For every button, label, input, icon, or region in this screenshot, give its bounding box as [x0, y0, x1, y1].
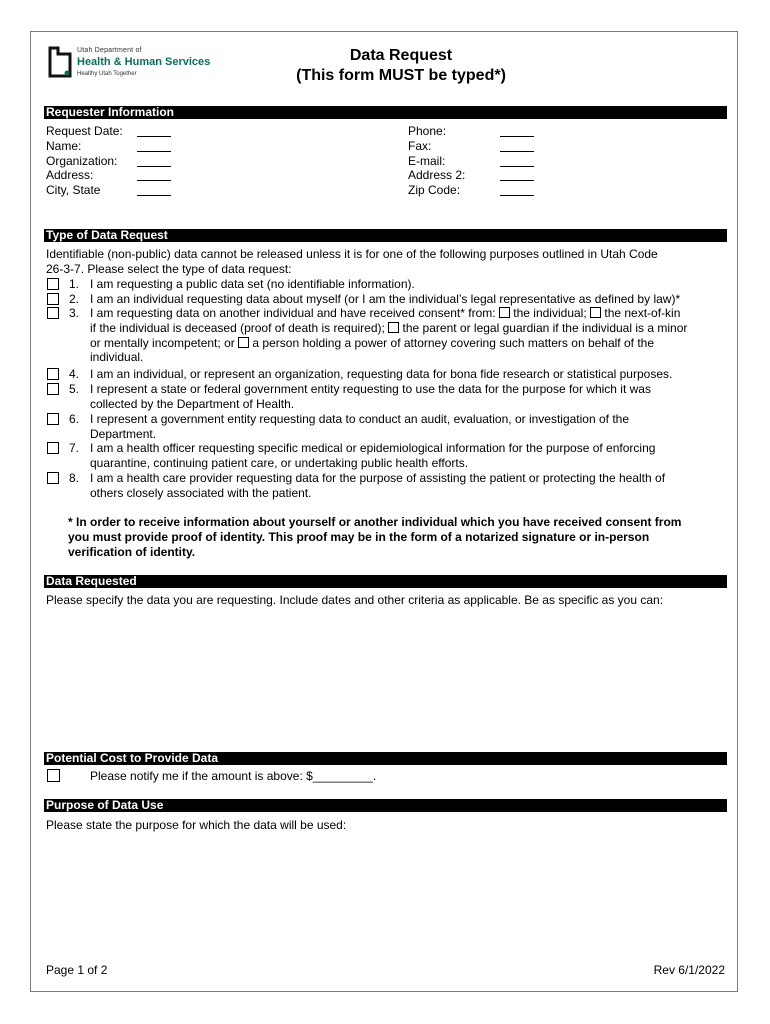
purpose-instruction: Please state the purpose for which the data will be used: [46, 818, 347, 832]
item-8-line-1: I am a health care provider requesting data for the purpose of assisting the patient or protecting the health of [90, 471, 666, 485]
label-city-state: City, State [46, 183, 101, 198]
item-3-line-3 [90, 336, 722, 351]
item-3-the-individual: the individual; [513, 306, 587, 320]
page-title [231, 46, 571, 86]
address-field[interactable] [137, 180, 171, 181]
cost-notify-text: Please notify me if the amount is above: $_________. [90, 769, 377, 783]
checkbox-type-8[interactable] [47, 472, 59, 484]
title-line-2: (This form MUST be typed*) [296, 67, 506, 84]
item-7-text [90, 441, 722, 471]
label-address: Address: [46, 168, 94, 183]
logo-line-3: Healthy Utah Together [77, 71, 137, 77]
item-4-number: 4. [69, 367, 80, 381]
data-requested-input-area[interactable] [46, 612, 726, 747]
email-field[interactable] [500, 166, 534, 167]
item-5-line-2: collected by the Department of Health. [90, 396, 295, 411]
item-5-text [90, 382, 722, 412]
label-fax: Fax: [408, 138, 432, 153]
form-page [30, 31, 738, 992]
item-3-text [90, 306, 722, 365]
item-5-line-1: I represent a state or federal government entity requesting to use the data for the purpose for which it was [90, 382, 651, 396]
note-line-2: you must provide proof of identity. This proof may be in the form of a notarized signature or in-person [68, 529, 650, 544]
checkbox-type-6[interactable] [47, 413, 59, 425]
item-8-number: 8. [69, 471, 80, 485]
address-2-field[interactable] [500, 180, 534, 181]
item-3-line-4: individual. [90, 350, 144, 365]
phone-field[interactable] [500, 136, 534, 137]
request-date-field[interactable] [137, 136, 171, 137]
checkbox-type-7[interactable] [47, 442, 59, 454]
item-4-text: I am an individual, or represent an organization, requesting data for bona fide research or statistical purposes. [90, 367, 673, 381]
label-request-date: Request Date: [46, 124, 123, 138]
label-address-2: Address 2: [408, 168, 466, 183]
item-7-number: 7. [69, 441, 80, 455]
organization-field[interactable] [137, 166, 171, 167]
item-8-text [90, 471, 722, 501]
checkbox-consent-individual[interactable] [499, 307, 510, 318]
label-phone: Phone: [408, 124, 447, 138]
utah-state-icon [47, 46, 73, 78]
data-requested-instruction: Please specify the data you are requesting. Include dates and other criteria as applicable. Be as specific as you can: [46, 593, 664, 607]
checkbox-type-4[interactable] [47, 368, 59, 380]
section-requester-heading: Requester Information [44, 106, 727, 119]
note-line-1: * In order to receive information about yourself or another individual which you have received consent from [68, 515, 682, 529]
label-name: Name: [46, 138, 82, 153]
item-2-text: I am an individual requesting data about myself (or I am the individual’s legal representative as defined by law)* [90, 292, 681, 306]
item-7-line-1: I am a health officer requesting specific medical or epidemiological information for the purpose of enforcing [90, 441, 656, 455]
item-3-line-2 [90, 321, 722, 336]
item-1-number: 1. [69, 277, 80, 291]
label-organization: Organization: [46, 153, 118, 168]
label-zip-code: Zip Code: [408, 183, 461, 198]
name-field[interactable] [137, 151, 171, 152]
identity-proof-note [68, 515, 728, 559]
item-6-number: 6. [69, 412, 80, 426]
item-8-line-2: others closely associated with the patient. [90, 485, 312, 500]
item-3-incompetent: or mentally incompetent; or [90, 335, 235, 350]
checkbox-notify-cost[interactable] [47, 769, 60, 782]
checkbox-type-1[interactable] [47, 278, 59, 290]
item-3-parent-guardian: the parent or legal guardian if the individual is a minor [402, 320, 688, 335]
type-intro-line-2: 26-3-7. Please select the type of data request: [46, 262, 292, 276]
requester-right-labels [408, 124, 465, 198]
section-purpose-heading: Purpose of Data Use [44, 799, 727, 812]
item-5-number: 5. [69, 382, 80, 396]
item-3-next-of-kin: the next-of-kin [604, 306, 681, 320]
zip-code-field[interactable] [500, 195, 534, 196]
item-6-line-1: I represent a government entity requesting data to conduct an audit, evaluation, or investigation of the [90, 412, 630, 426]
note-line-3: verification of identity. [68, 544, 196, 559]
logo-line-1: Utah Department of [77, 47, 142, 54]
item-1-text: I am requesting a public data set (no identifiable information). [90, 277, 415, 291]
item-3-power-of-attorney: a person holding a power of attorney covering such matters on behalf of the [252, 335, 654, 350]
item-6-line-2: Department. [90, 426, 157, 441]
checkbox-consent-next-of-kin[interactable] [590, 307, 601, 318]
checkbox-type-5[interactable] [47, 383, 59, 395]
checkbox-type-3[interactable] [47, 307, 59, 319]
requester-left-labels [46, 124, 123, 198]
item-3-consent-from: I am requesting data on another individual and have received consent* from: [90, 306, 496, 320]
item-2-number: 2. [69, 292, 80, 306]
checkbox-consent-parent-guardian[interactable] [388, 322, 399, 333]
type-intro-line-1: Identifiable (non-public) data cannot be released unless it is for one of the following purposes outlined in Utah Code [46, 247, 658, 261]
revision-date: Rev 6/1/2022 [653, 963, 725, 977]
item-3-deceased: if the individual is deceased (proof of death is required); [90, 320, 385, 335]
page-number: Page 1 of 2 [46, 963, 108, 977]
fax-field[interactable] [500, 151, 534, 152]
item-6-text [90, 412, 722, 442]
item-7-line-2: quarantine, continuing patient care, or undertaking public health efforts. [90, 455, 469, 470]
title-line-1: Data Request [349, 47, 453, 64]
item-3-number: 3. [69, 306, 80, 320]
item-3-line-1 [90, 306, 722, 321]
section-type-heading: Type of Data Request [44, 229, 727, 242]
logo-line-2: Health & Human Services [77, 56, 211, 68]
section-data-requested-heading: Data Requested [44, 575, 727, 588]
purpose-input-area[interactable] [46, 837, 726, 952]
checkbox-type-2[interactable] [47, 293, 59, 305]
agency-logo [47, 44, 217, 84]
checkbox-consent-power-of-attorney[interactable] [238, 337, 249, 348]
city-state-field[interactable] [137, 195, 171, 196]
section-cost-heading: Potential Cost to Provide Data [44, 752, 727, 765]
label-email: E-mail: [408, 153, 446, 168]
